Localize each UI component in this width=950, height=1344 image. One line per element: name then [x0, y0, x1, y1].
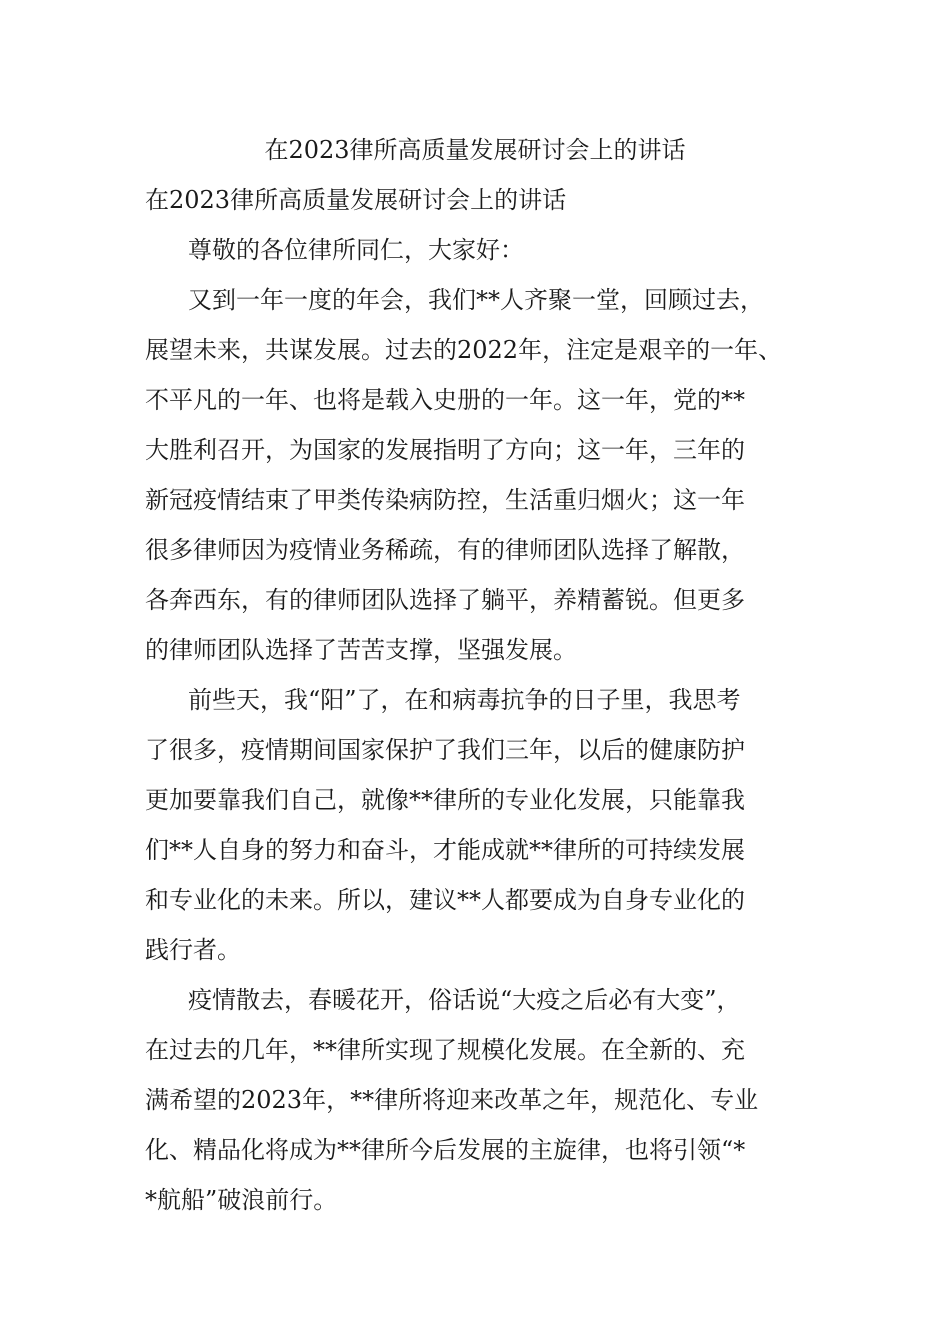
paragraph-line: 化、精品化将成为**律所今后发展的主旋律，也将引领“*: [145, 1136, 746, 1164]
paragraph-line: 的律师团队选择了苦苦支撑，坚强发展。: [145, 636, 577, 664]
paragraph-line: 在过去的几年，**律所实现了规模化发展。在全新的、充: [145, 1036, 745, 1064]
paragraph-line: 大胜利召开，为国家的发展指明了方向；这一年，三年的: [145, 436, 745, 464]
document-subtitle: 在2023律所高质量发展研讨会上的讲话: [145, 186, 567, 214]
paragraph-line: 又到一年一度的年会，我们**人齐聚一堂，回顾过去，: [188, 286, 764, 314]
paragraph-line: 很多律师因为疫情业务稀疏，有的律师团队选择了解散，: [145, 536, 745, 564]
paragraph-line: 们**人自身的努力和奋斗，才能成就**律所的可持续发展: [145, 836, 745, 864]
paragraph-line: 疫情散去，春暖花开，俗话说“大疫之后必有大变”，: [188, 986, 741, 1014]
paragraph-line: 尊敬的各位律所同仁，大家好：: [188, 236, 524, 264]
paragraph-line: 新冠疫情结束了甲类传染病防控，生活重归烟火；这一年: [145, 486, 745, 514]
paragraph-line: 各奔西东，有的律师团队选择了躺平，养精蓄锐。但更多: [145, 586, 745, 614]
paragraph-line: 满希望的2023年，**律所将迎来改革之年，规范化、专业: [145, 1086, 759, 1114]
paragraph-line: 践行者。: [145, 936, 241, 964]
paragraph-line: 和专业化的未来。所以，建议**人都要成为自身专业化的: [145, 886, 745, 914]
paragraph-line: 展望未来，共谋发展。过去的2022年，注定是艰辛的一年、: [145, 336, 783, 364]
paragraph-line: *航船”破浪前行。: [145, 1186, 338, 1214]
paragraph-line: 了很多，疫情期间国家保护了我们三年，以后的健康防护: [145, 736, 745, 764]
paragraph-line: 前些天，我“阳”了，在和病毒抗争的日子里，我思考: [188, 686, 741, 714]
paragraph-line: 不平凡的一年、也将是载入史册的一年。这一年，党的**: [145, 386, 745, 414]
paragraph-line: 更加要靠我们自己，就像**律所的专业化发展，只能靠我: [145, 786, 745, 814]
document-title: 在2023律所高质量发展研讨会上的讲话: [264, 136, 686, 164]
